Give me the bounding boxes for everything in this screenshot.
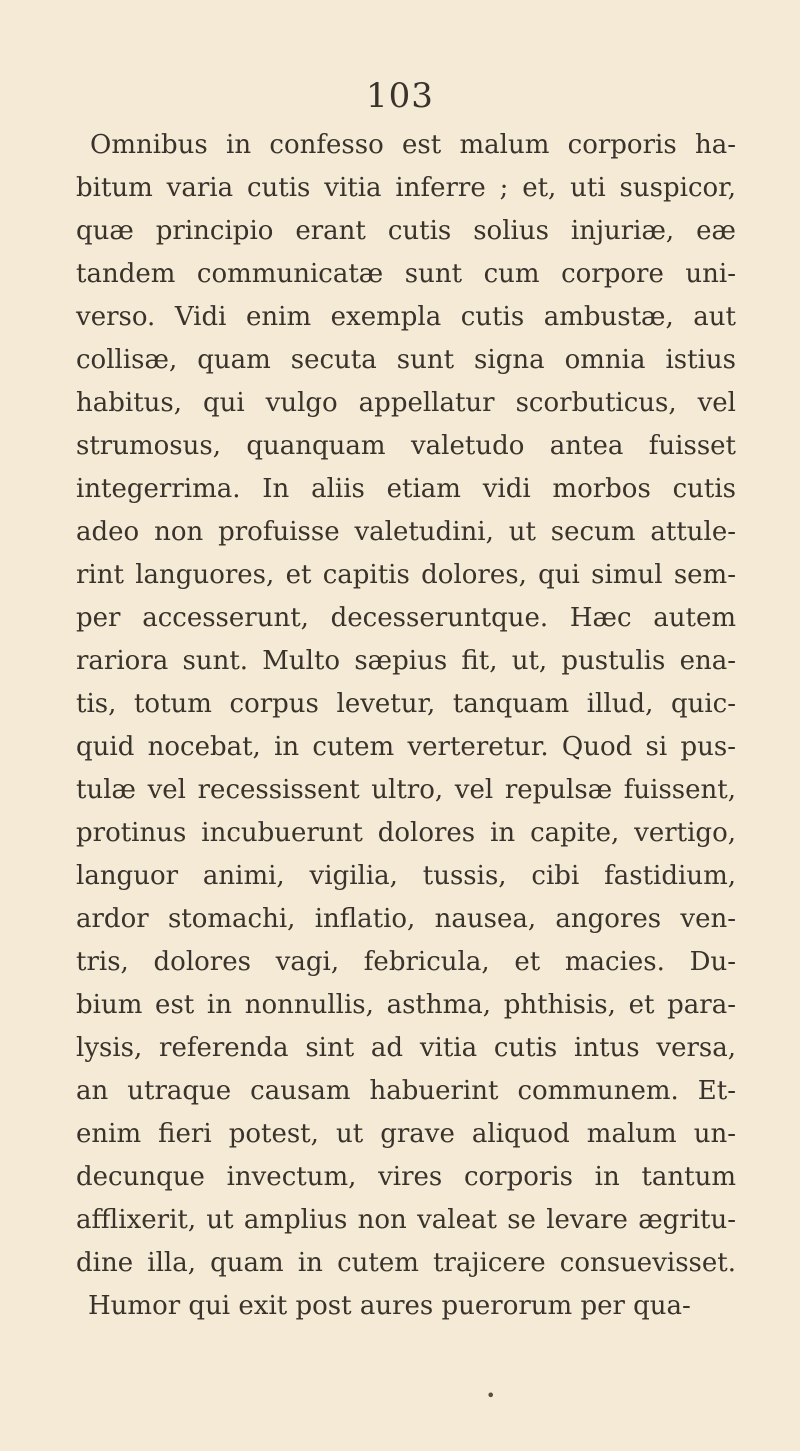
- text-line: Omnibus in confesso est malum corporis ha-: [90, 130, 736, 160]
- text-line: strumosus, quanquam valetudo antea fuisset: [76, 431, 736, 461]
- text-line: an utraque causam habuerint communem. Et-: [76, 1076, 736, 1106]
- text-line: tandem communicatæ sunt cum corpore uni-: [76, 259, 736, 289]
- text-line: enim fieri potest, ut grave aliquod malum un-: [76, 1119, 736, 1149]
- page-number: 103: [366, 76, 434, 116]
- text-line: integerrima. In aliis etiam vidi morbos cutis: [76, 474, 736, 504]
- text-line: tris, dolores vagi, febricula, et macies. Du-: [76, 947, 736, 977]
- text-line: afflixerit, ut amplius non valeat se levare ægritu-: [76, 1205, 736, 1235]
- text-line: quæ principio erant cutis solius injuriæ, eæ: [76, 216, 736, 246]
- text-line: languor animi, vigilia, tussis, cibi fastidium,: [76, 861, 736, 891]
- text-line: decunque invectum, vires corporis in tantum: [76, 1162, 736, 1192]
- text-line: rint languores, et capitis dolores, qui simul sem-: [76, 560, 736, 590]
- text-line: quid nocebat, in cutem verteretur. Quod si pus-: [76, 732, 736, 762]
- text-line: habitus, qui vulgo appellatur scorbuticus, vel: [76, 388, 736, 418]
- text-line: verso. Vidi enim exempla cutis ambustæ, aut: [76, 302, 736, 332]
- text-line: rariora sunt. Multo sæpius fit, ut, pustulis ena-: [76, 646, 736, 676]
- text-line: bitum varia cutis vitia inferre ; et, uti suspicor,: [76, 173, 736, 203]
- text-line: protinus incubuerunt dolores in capite, vertigo,: [76, 818, 736, 848]
- text-line: tulæ vel recessissent ultro, vel repulsæ fuissent,: [76, 775, 736, 805]
- text-line: adeo non profuisse valetudini, ut secum attule-: [76, 517, 736, 547]
- footer-mark: •: [486, 1386, 496, 1405]
- text-line: per accesserunt, decesseruntque. Hæc autem: [76, 603, 736, 633]
- text-line: Humor qui exit post aures puerorum per qua-: [88, 1291, 691, 1321]
- text-line: lysis, referenda sint ad vitia cutis intus versa,: [76, 1033, 736, 1063]
- text-line: ardor stomachi, inflatio, nausea, angores ven-: [76, 904, 736, 934]
- text-line: collisæ, quam secuta sunt signa omnia istius: [76, 345, 736, 375]
- text-line: tis, totum corpus levetur, tanquam illud, quic-: [76, 689, 736, 719]
- text-line: bium est in nonnullis, asthma, phthisis, et para-: [76, 990, 736, 1020]
- text-line: dine illa, quam in cutem trajicere consuevisset.: [76, 1248, 736, 1278]
- body-text: [76, 124, 736, 1328]
